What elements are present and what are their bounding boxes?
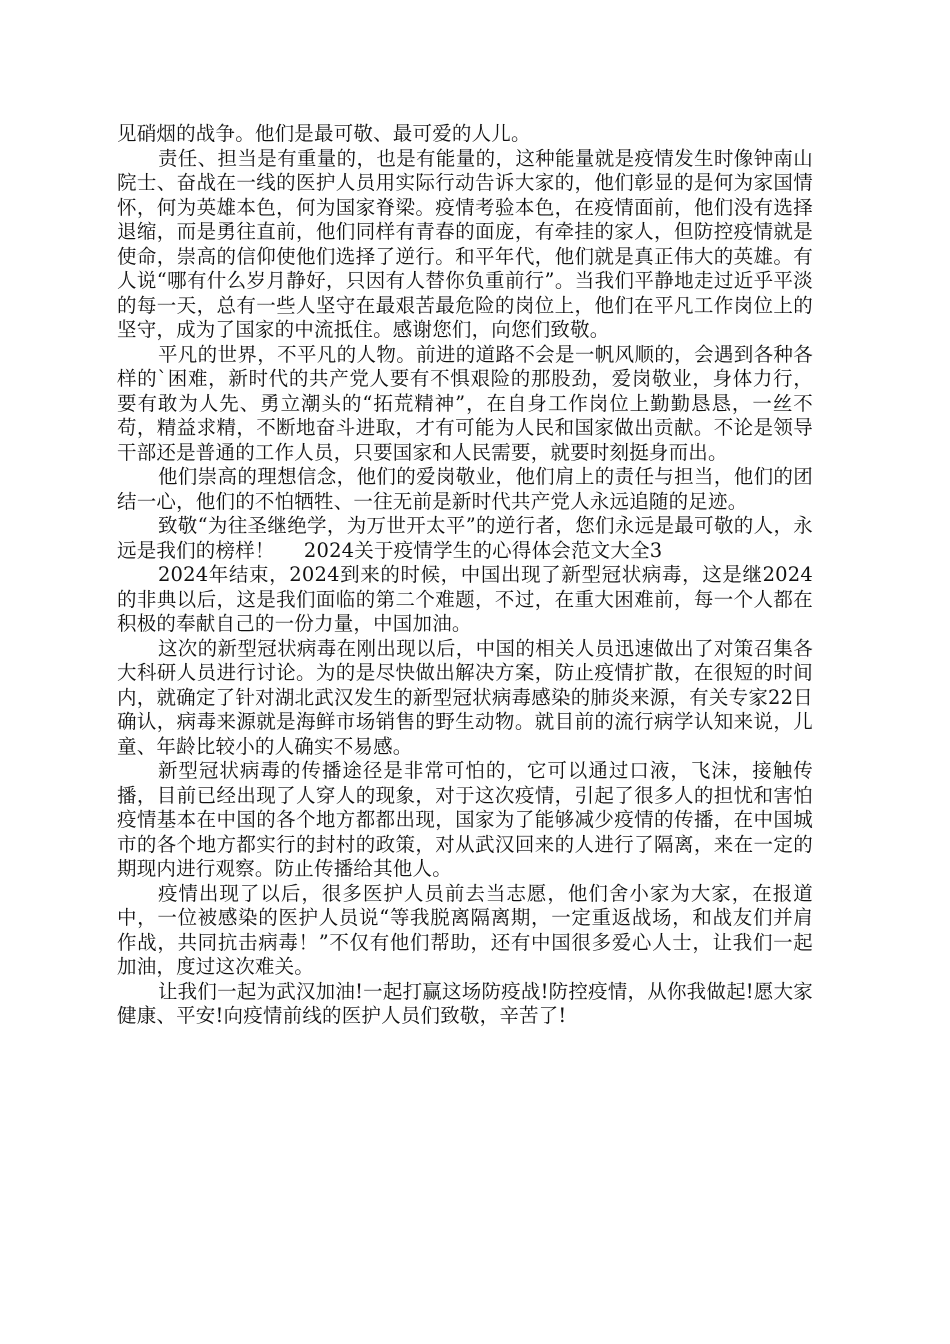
paragraph-6: 2024年结束，2024到来的时候，中国出现了新型冠状病毒，这是继2024的非典以后，这是我们面临的第二个难题，不过，在重大困难前，每一个人都在积极的奉献自己的一份力量，中国加油。 (117, 563, 813, 635)
paragraph-5-text: 致敬“为往圣继绝学，为万世开太平”的逆行者，您们永远是最可敬的人，永远是我们的榜样！ (117, 514, 813, 562)
paragraph-9: 疫情出现了以后，很多医护人员前去当志愿，他们舍小家为大家，在报道中，一位被感染的医护人员说“等我脱离隔离期，一定重返战场，和战友们并肩作战，共同抗击病毒！”不仅有他们帮助，还有中国很多爱心人士，让我们一起加油，度过这次难关。 (117, 881, 813, 978)
paragraph-4: 他们崇高的理想信念，他们的爱岗敬业，他们肩上的责任与担当，他们的团结一心，他们的不怕牺牲、一往无前是新时代共产党人永远追随的足迹。 (117, 465, 813, 513)
paragraph-2: 责任、担当是有重量的，也是有能量的，这种能量就是疫情发生时像钟南山院士、奋战在一线的医护人员用实际行动告诉大家的，他们彰显的是何为家国情怀，何为英雄本色，何为国家脊梁。疫情考验本色，在疫情面前，他们没有选择退缩，而是勇往直前，他们同样有青春的面庞，有牵挂的家人，但防控疫情就是使命，崇高的信仰使他们选择了逆行。和平年代，他们就是真正伟大的英雄。有人说“哪有什么岁月静好，只因有人替你负重前行”。当我们平静地走过近乎平淡的每一天，总有一些人坚守在最艰苦最危险的岗位上，他们在平凡工作岗位上的坚守，成为了国家的中流抵住。感谢您们，向您们致敬。 (117, 146, 813, 341)
section-heading: 2024关于疫情学生的心得体会范文大全3 (303, 538, 663, 562)
paragraph-8: 新型冠状病毒的传播途径是非常可怕的，它可以通过口液，飞沫，接触传播，目前已经出现了人穿人的现象，对于这次疫情，引起了很多人的担忧和害怕疫情基本在中国的各个地方都都出现，国家为了能够减少疫情的传播，在中国城市的各个地方都实行的封村的政策，对从武汉回来的人进行了隔离，来在一定的期现内进行观察。防止传播给其他人。 (117, 759, 813, 880)
paragraph-5 (117, 514, 813, 563)
paragraph-3: 平凡的世界，不平凡的人物。前进的道路不会是一帆风顺的，会遇到各种各样的`困难，新时代的共产党人要有不惧艰险的那股劲，爱岗敬业，身体力行，要有敢为人先、勇立潮头的“拓荒精神”，在自身工作岗位上勤勤恳恳，一丝不苟，精益求精，不断地奋斗进取，才有可能为人民和国家做出贡献。不论是领导干部还是普通的工作人员，只要国家和人民需要，就要时刻挺身而出。 (117, 342, 813, 464)
paragraph-7: 这次的新型冠状病毒在刚出现以后，中国的相关人员迅速做出了对策召集各大科研人员进行讨论。为的是尽快做出解决方案，防止疫情扩散，在很短的时间内，就确定了针对湖北武汉发生的新型冠状病毒感染的肺炎来源，有关专家22日确认，病毒来源就是海鲜市场销售的野生动物。就目前的流行病学认知来说，儿童、年龄比较小的人确实不易感。 (117, 636, 813, 758)
paragraph-10: 让我们一起为武汉加油!一起打赢这场防疫战!防控疫情，从你我做起!愿大家健康、平安!向疫情前线的医护人员们致敬，辛苦了! (117, 979, 813, 1027)
paragraph-1: 见硝烟的战争。他们是最可敬、最可爱的人儿。 (117, 122, 531, 145)
document-body (117, 122, 813, 1029)
